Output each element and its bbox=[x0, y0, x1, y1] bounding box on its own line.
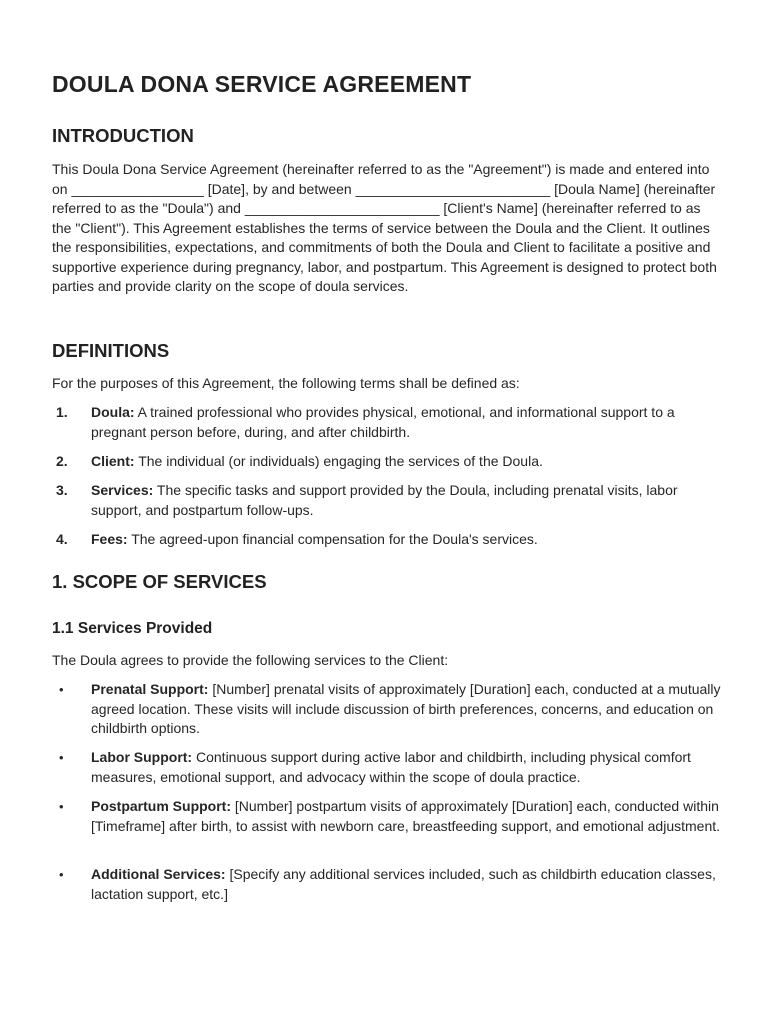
definition-number: 4. bbox=[56, 531, 68, 547]
definitions-heading: DEFINITIONS bbox=[52, 340, 170, 361]
document-title: DOULA DONA SERVICE AGREEMENT bbox=[52, 71, 472, 97]
definition-description: A trained professional who provides physical, emotional, and informational support to a pregnant person before, during, and after childbirth. bbox=[91, 404, 675, 440]
bullet-icon: • bbox=[59, 799, 64, 814]
definition-number: 2. bbox=[56, 453, 68, 469]
introduction-paragraph: This Doula Dona Service Agreement (hereinafter referred to as the "Agreement") is made and entered into on _________________ [Date], by and between _________________________ [Doula Name] (hereinafter referred to as the "Doula") and _________________________ [Client's Name] (hereinafter referred to as the "Client"). This Agreement establishes the terms of service between the Doula and the Client. It outlines the responsibilities, expectations, and commitments of both the Doula and Client to facilitate a positive and supportive experience during pregnancy, labor, and postpartum. This Agreement is designed to protect both parties and provide clarity on the scope of doula services. bbox=[52, 161, 717, 294]
definition-number: 3. bbox=[56, 482, 68, 498]
definition-description: The specific tasks and support provided by the Doula, including prenatal visits, labor support, and postpartum follow-ups. bbox=[91, 482, 678, 518]
definition-term: Services: bbox=[91, 482, 154, 498]
definition-term: Fees: bbox=[91, 531, 128, 547]
service-item bbox=[52, 680, 722, 739]
definition-item bbox=[52, 481, 722, 520]
bullet-icon: • bbox=[59, 682, 64, 697]
service-item bbox=[52, 748, 722, 787]
scope-heading: 1. SCOPE OF SERVICES bbox=[52, 571, 267, 592]
service-description: [Number] postpartum visits of approximately [Duration] each, conducted within [Timeframe] after birth, to assist with newborn care, breastfeeding support, and emotional adjustment. bbox=[91, 798, 721, 834]
definition-term: Doula: bbox=[91, 404, 135, 420]
definition-item bbox=[52, 403, 722, 442]
service-description: [Number] prenatal visits of approximately [Duration] each, conducted at a mutually agreed location. These visits will include discussion of birth preferences, concerns, and education on childbirth options. bbox=[91, 681, 721, 736]
definition-number: 1. bbox=[56, 404, 68, 420]
services-intro: The Doula agrees to provide the following services to the Client: bbox=[52, 652, 449, 668]
definition-item bbox=[52, 452, 722, 472]
definition-description: The individual (or individuals) engaging the services of the Doula. bbox=[134, 453, 543, 469]
services-provided-subheading: 1.1 Services Provided bbox=[52, 620, 213, 637]
definition-description: The agreed-upon financial compensation for the Doula's services. bbox=[127, 531, 538, 547]
definition-item bbox=[52, 530, 722, 550]
service-item bbox=[52, 797, 722, 836]
introduction-heading: INTRODUCTION bbox=[52, 125, 194, 146]
bullet-icon: • bbox=[59, 750, 64, 765]
service-item bbox=[52, 865, 722, 904]
service-description: [Specify any additional services included, such as childbirth education classes, lactation support, etc.] bbox=[91, 866, 716, 902]
bullet-icon: • bbox=[59, 867, 64, 882]
definitions-intro: For the purposes of this Agreement, the following terms shall be defined as: bbox=[52, 375, 520, 391]
service-term: Labor Support: bbox=[91, 749, 193, 765]
service-term: Additional Services: bbox=[91, 866, 226, 882]
definition-term: Client: bbox=[91, 453, 135, 469]
service-description: Continuous support during active labor and childbirth, including physical comfort measures, emotional support, and advocacy within the scope of doula practice. bbox=[91, 749, 691, 785]
service-term: Postpartum Support: bbox=[91, 798, 231, 814]
service-term: Prenatal Support: bbox=[91, 681, 209, 697]
